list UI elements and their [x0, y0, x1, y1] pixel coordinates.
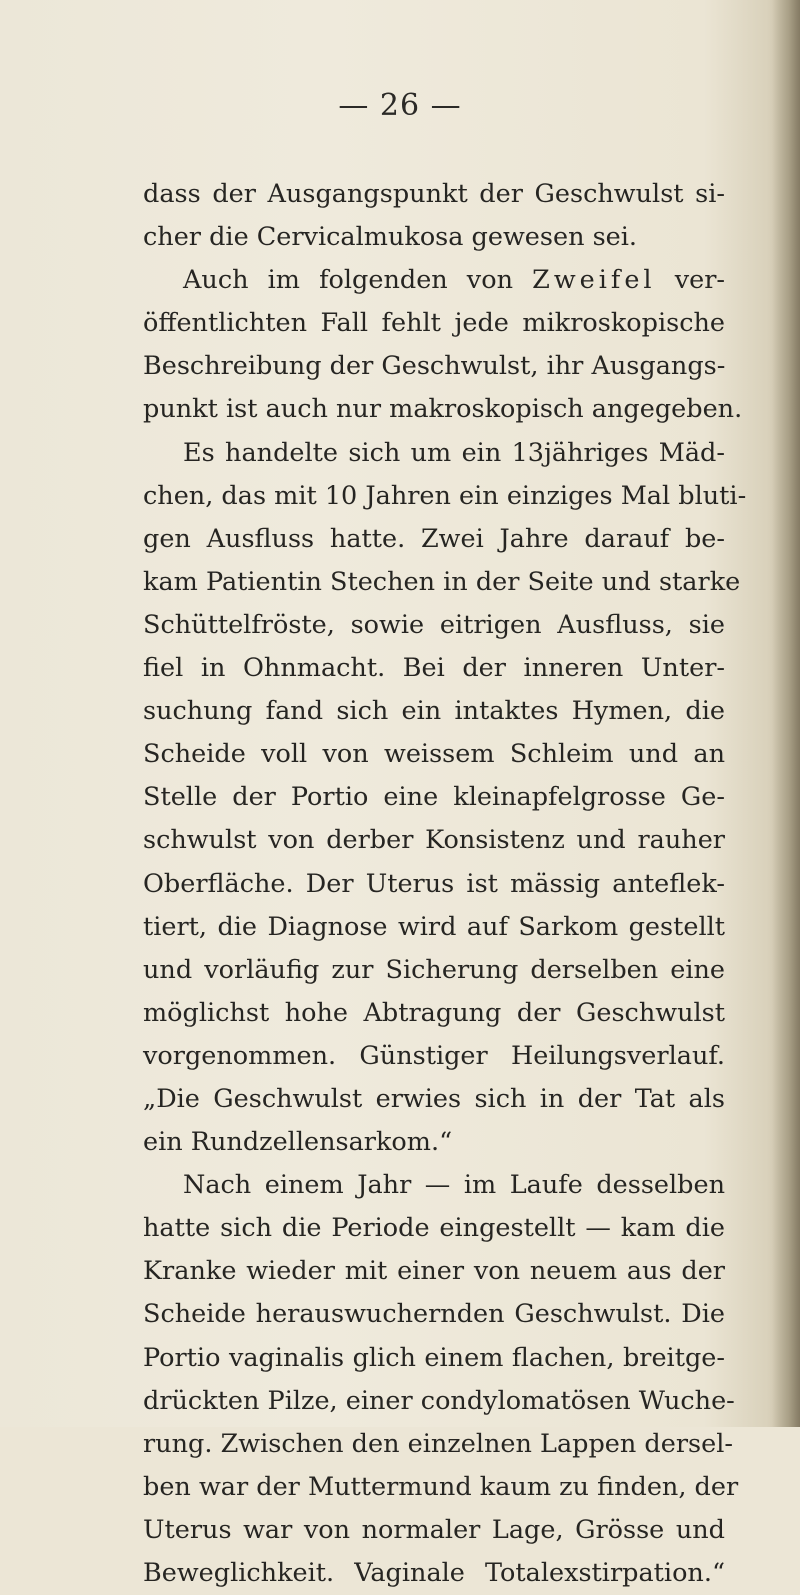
text-line: Kranke wieder mit einer von neuem aus der: [143, 1256, 725, 1287]
text-line: Oberfläche. Der Uterus ist mässig anteflek-: [143, 868, 725, 899]
page-edge-shadow: [772, 0, 800, 1427]
page-number: — 26 —: [338, 88, 462, 123]
text-line: ein Rundzellensarkom.“: [143, 1127, 453, 1158]
text-line: punkt ist auch nur makroskopisch angegeben.: [143, 394, 743, 425]
text-line: Schüttelfröste, sowie eitrigen Ausfluss, sie: [143, 609, 725, 640]
text-line: dass der Ausgangspunkt der Geschwulst si-: [143, 179, 725, 209]
text-line: Auch im folgenden von Zweifel ver-: [183, 265, 726, 296]
emphasized-name: Zweifel: [532, 265, 656, 296]
text-line: tiert, die Diagnose wird auf Sarkom gestellt: [143, 911, 725, 942]
text-line: Beschreibung der Geschwulst, ihr Ausgangs-: [143, 351, 726, 382]
text-line: vorgenommen. Günstiger Heilungsverlauf.: [143, 1040, 725, 1071]
text-line: rung. Zwischen den einzelnen Lappen dersel-: [143, 1428, 733, 1459]
text-line: und vorläufig zur Sicherung derselben eine: [143, 954, 725, 985]
text-line: hatte sich die Periode eingestellt — kam die: [143, 1213, 725, 1244]
text-line: cher die Cervicalmukosa gewesen sei.: [143, 222, 638, 253]
text-line: „Die Geschwulst erwies sich in der Tat als: [143, 1083, 725, 1114]
text-line: schwulst von derber Konsistenz und rauher: [143, 825, 725, 856]
text-line: ben war der Muttermund kaum zu finden, der: [143, 1471, 739, 1502]
text-line: Scheide herauswuchernden Geschwulst. Die: [143, 1299, 725, 1330]
text-line: Uterus war von normaler Lage, Grösse und: [143, 1514, 725, 1545]
text-line: Beweglichkeit. Vaginale Totalexstirpation.“: [143, 1558, 725, 1588]
text-line: Scheide voll von weissem Schleim und an: [143, 739, 725, 770]
text-line: kam Patientin Stechen in der Seite und starke: [143, 566, 741, 597]
text-line: suchung fand sich ein intaktes Hymen, die: [143, 696, 725, 727]
text-line: gen Ausfluss hatte. Zwei Jahre darauf be-: [143, 523, 725, 554]
text-line: Portio vaginalis glich einem flachen, breitge-: [143, 1342, 725, 1373]
body-text: [143, 173, 747, 1595]
text-line: fiel in Ohnmacht. Bei der inneren Unter-: [143, 653, 725, 684]
text-line: Nach einem Jahr — im Laufe desselben: [183, 1170, 725, 1201]
text-line: chen, das mit 10 Jahren ein einziges Mal bluti-: [143, 480, 747, 511]
text-line: möglichst hohe Abtragung der Geschwulst: [143, 997, 725, 1028]
text-line: drückten Pilze, einer condylomatösen Wuche-: [143, 1385, 735, 1416]
text-line: Stelle der Portio eine kleinapfelgrosse Ge-: [143, 782, 725, 813]
text-line: öffentlichten Fall fehlt jede mikroskopische: [143, 308, 725, 339]
text-line: Es handelte sich um ein 13jähriges Mäd-: [183, 437, 725, 468]
